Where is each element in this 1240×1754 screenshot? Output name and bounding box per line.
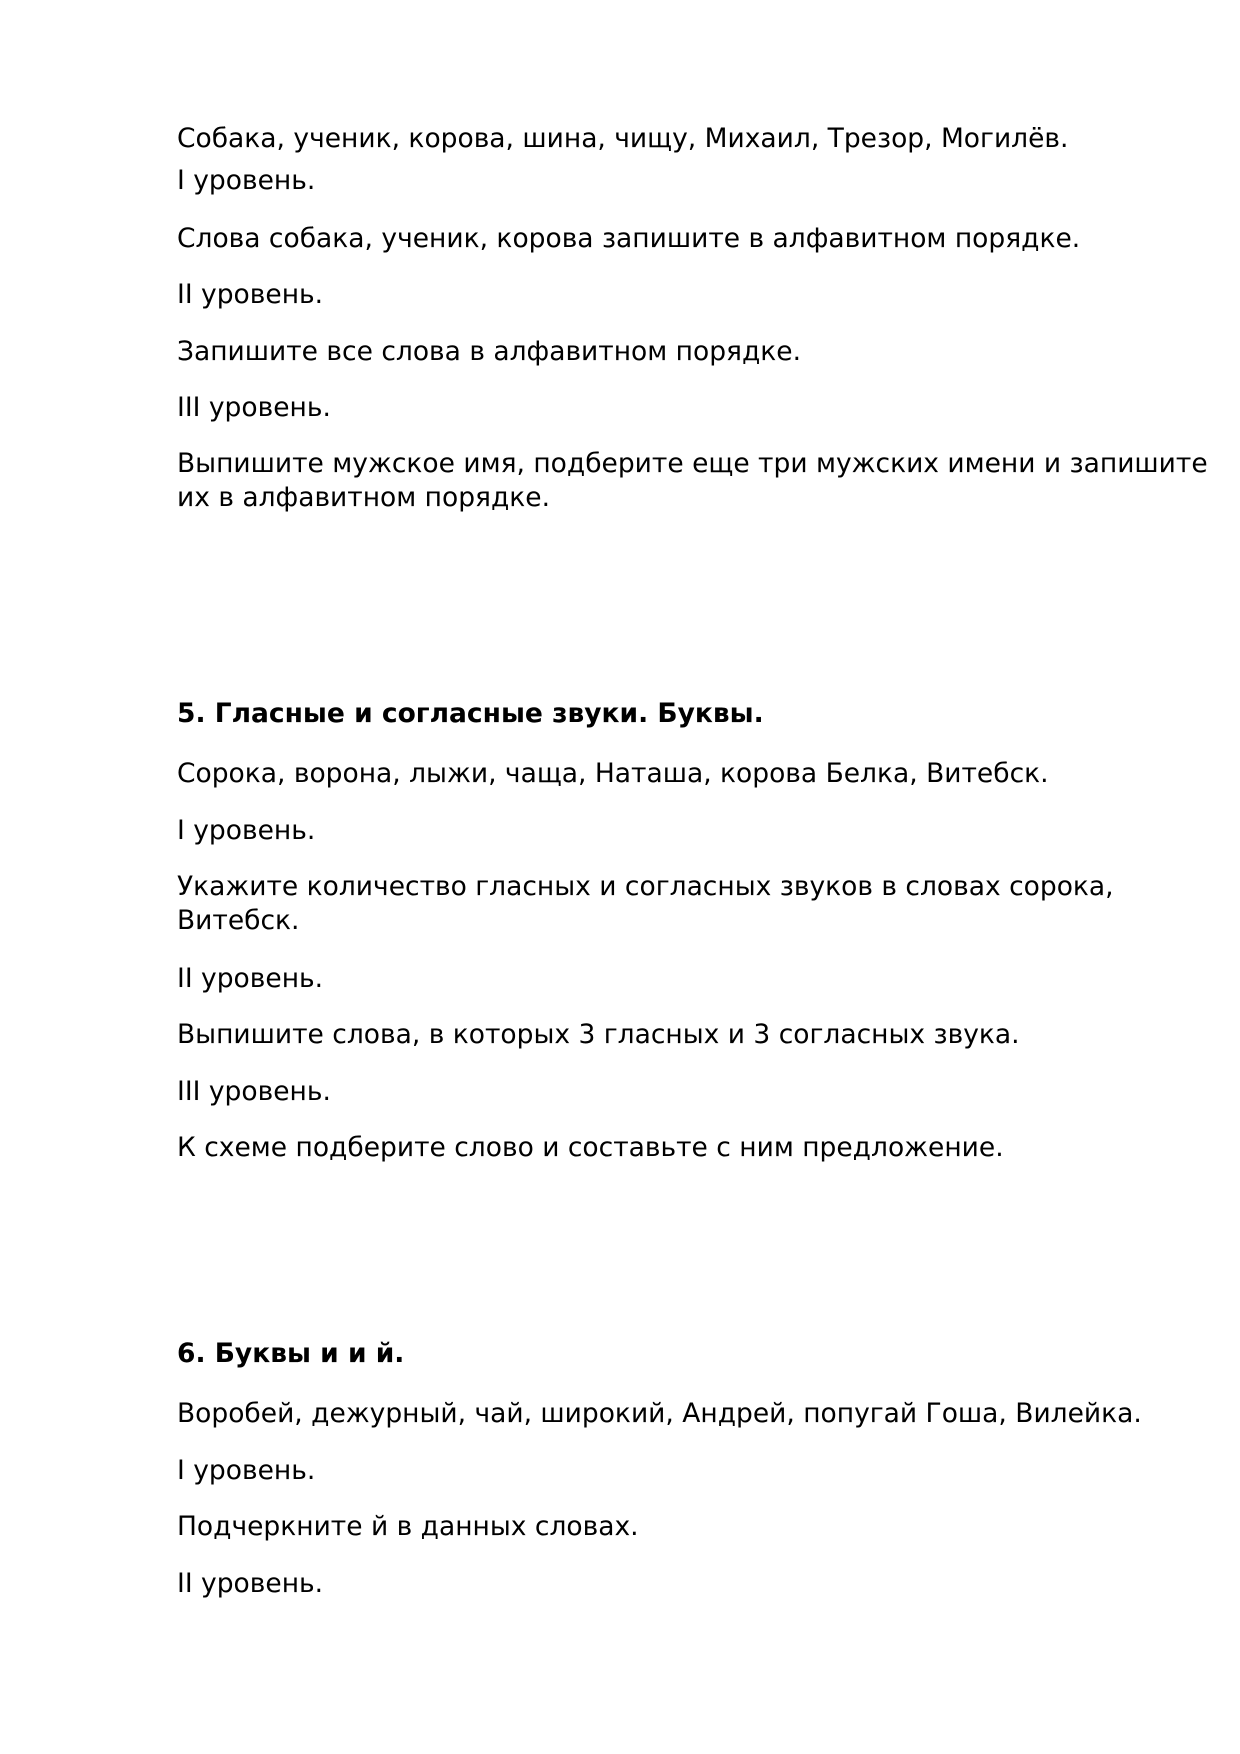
- section5-level3-task: К схеме подберите слово и составьте с ним предложение.: [177, 1132, 1004, 1163]
- section4-level1-task: Слова собака, ученик, корова запишите в алфавитном порядке.: [177, 223, 1081, 254]
- section5-level2-label: II уровень.: [177, 963, 324, 994]
- section4-level3-label: III уровень.: [177, 392, 331, 423]
- section4-level1-label: I уровень.: [177, 165, 316, 196]
- section6-words: Воробей, дежурный, чай, широкий, Андрей, попугай Гоша, Вилейка.: [177, 1398, 1142, 1429]
- section6-level1-label: I уровень.: [177, 1455, 316, 1486]
- section6-level2-label: II уровень.: [177, 1568, 324, 1599]
- section5-level1-label: I уровень.: [177, 815, 316, 846]
- section6-level1-task: Подчеркните й в данных словах.: [177, 1511, 639, 1542]
- section5-level3-label: III уровень.: [177, 1076, 331, 1107]
- section5-level1-task-line2: Витебск.: [177, 905, 300, 936]
- section5-words: Сорока, ворона, лыжи, чаща, Наташа, корова Белка, Витебск.: [177, 758, 1049, 789]
- section4-level3-task-line2: их в алфавитном порядке.: [177, 482, 551, 513]
- section5-level1-task-line1: Укажите количество гласных и согласных звуков в словах сорока,: [177, 871, 1114, 902]
- section6-heading: 6. Буквы и и й.: [177, 1338, 405, 1369]
- section4-level2-label: II уровень.: [177, 279, 324, 310]
- section4-level3-task-line1: Выпишите мужское имя, подберите еще три мужских имени и запишите: [177, 448, 1208, 479]
- section5-heading: 5. Гласные и согласные звуки. Буквы.: [177, 698, 764, 729]
- section4-level2-task: Запишите все слова в алфавитном порядке.: [177, 336, 802, 367]
- section5-level2-task: Выпишите слова, в которых 3 гласных и 3 согласных звука.: [177, 1019, 1020, 1050]
- section4-words: Собака, ученик, корова, шина, чищу, Михаил, Трезор, Могилёв.: [177, 123, 1069, 154]
